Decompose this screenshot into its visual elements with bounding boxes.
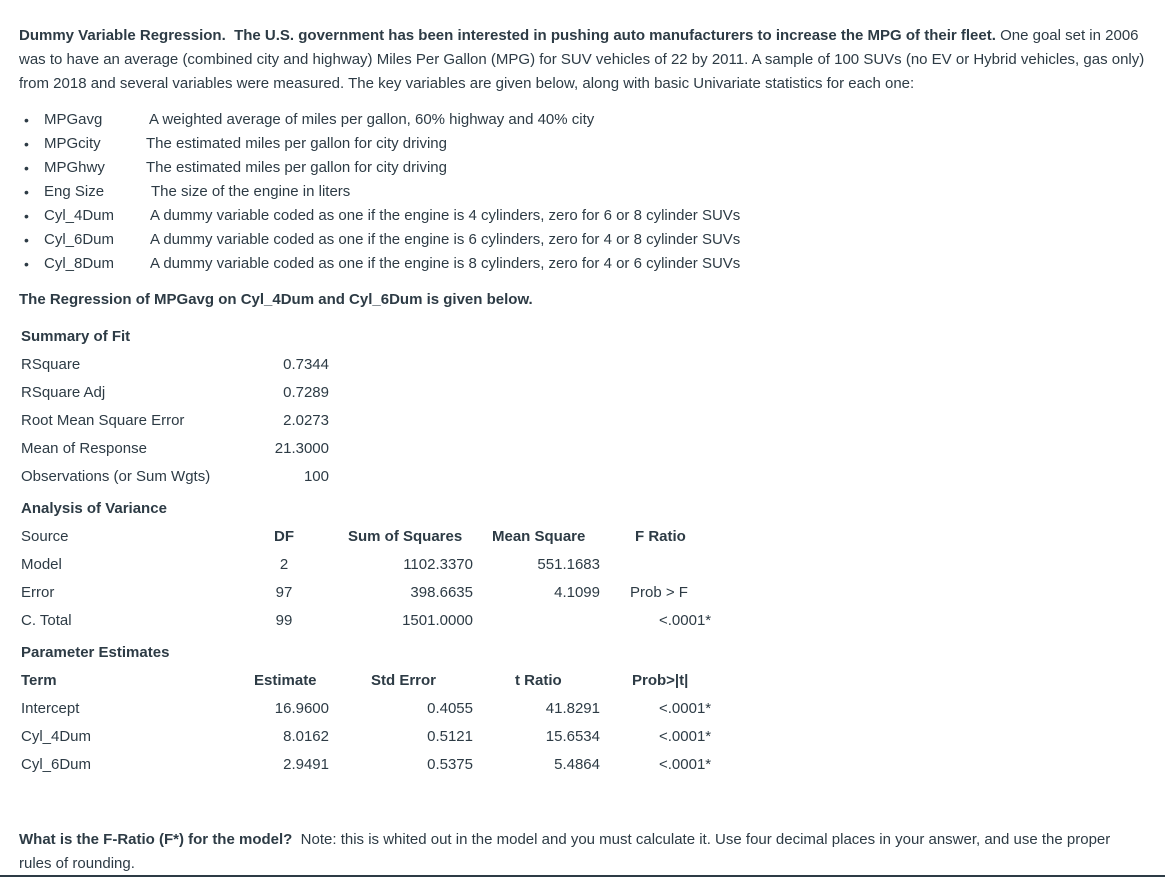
- variable-name: MPGavg: [44, 111, 103, 128]
- section-title: Summary of Fit: [21, 328, 131, 345]
- intro-lead: The U.S. government has been interested in pushing auto manufacturers to increase the MPG of their fleet.: [234, 27, 996, 44]
- variable-description: The estimated miles per gallon for city driving: [146, 135, 447, 152]
- anova-header-df: DF: [274, 528, 294, 545]
- problem-intro: [19, 24, 1149, 96]
- pe-estimate: 2.9491: [283, 756, 329, 773]
- pe-term: Intercept: [21, 700, 80, 717]
- anova-df: 99: [275, 612, 293, 629]
- anova-df: 2: [279, 556, 289, 573]
- pe-term: Cyl_6Dum: [21, 756, 92, 773]
- anova-ss: 398.6635: [410, 584, 473, 601]
- anova-ss: 1501.0000: [402, 612, 473, 629]
- bullet-icon: •: [24, 256, 29, 272]
- variable-description: A dummy variable coded as one if the engine is 6 cylinders, zero for 4 or 8 cylinder SUVs: [150, 231, 741, 248]
- pe-estimate: 16.9600: [274, 700, 329, 717]
- variable-name: MPGcity: [44, 135, 101, 152]
- pe-t: 5.4864: [554, 756, 600, 773]
- fit-value: 0.7289: [283, 384, 329, 401]
- variable-name: Cyl_4Dum: [44, 207, 115, 224]
- pe-header-p: Prob>|t|: [632, 672, 689, 689]
- fit-value: 0.7344: [283, 356, 329, 373]
- pe-p: <.0001*: [659, 756, 712, 773]
- pe-p: <.0001*: [659, 728, 712, 745]
- bullet-icon: •: [24, 160, 29, 176]
- pe-p: <.0001*: [659, 700, 712, 717]
- variable-description: A dummy variable coded as one if the engine is 4 cylinders, zero for 6 or 8 cylinder SUVs: [150, 207, 741, 224]
- section-title: Analysis of Variance: [21, 500, 167, 517]
- fit-value: 21.3000: [274, 440, 329, 457]
- pe-header-se: Std Error: [371, 672, 437, 689]
- regression-title: The Regression of MPGavg on Cyl_4Dum and Cyl_6Dum is given below.: [19, 291, 533, 308]
- anova-header-ms: Mean Square: [492, 528, 586, 545]
- section-title: Parameter Estimates: [21, 644, 170, 661]
- pe-t: 41.8291: [545, 700, 600, 717]
- fit-label: Mean of Response: [21, 440, 147, 457]
- anova-source: C. Total: [21, 612, 72, 629]
- pe-header-t: t Ratio: [515, 672, 562, 689]
- bullet-icon: •: [24, 112, 29, 128]
- variable-description: The size of the engine in liters: [151, 183, 351, 200]
- anova-prob-label: Prob > F: [630, 584, 688, 601]
- fit-label: RSquare: [21, 356, 81, 373]
- anova-ms: 4.1099: [554, 584, 600, 601]
- bullet-icon: •: [24, 136, 29, 152]
- fit-value: 100: [303, 468, 329, 485]
- variable-name: MPGhwy: [44, 159, 105, 176]
- pe-se: 0.5121: [427, 728, 473, 745]
- variable-description: The estimated miles per gallon for city driving: [146, 159, 447, 176]
- fit-value: 2.0273: [283, 412, 329, 429]
- intro-body: One goal set in 2006 was to have an average (combined city and highway) Miles Per Gallon (MPG) for SUV vehicles of 22 by 2011. A sample of 100 SUVs (no EV or Hybrid vehicles, gas only) from 2018 and several variables were measured. The key variables are given below, along with basic Univariate statistics for each one:: [19, 27, 1145, 92]
- pe-se: 0.4055: [427, 700, 473, 717]
- pe-header-term: Term: [21, 672, 57, 689]
- question-note: Note: this is whited out in the model and you must calculate it. Use four decimal places in your answer, and use the proper rules of rounding.: [19, 831, 1111, 872]
- variable-name: Cyl_8Dum: [44, 255, 115, 272]
- pe-estimate: 8.0162: [283, 728, 329, 745]
- anova-header-f: F Ratio: [635, 528, 686, 545]
- variable-name: Eng Size: [44, 183, 105, 200]
- pe-term: Cyl_4Dum: [21, 728, 92, 745]
- variable-description: A weighted average of miles per gallon, 60% highway and 40% city: [149, 111, 595, 128]
- anova-header-source: Source: [21, 528, 69, 545]
- fit-label: RSquare Adj: [21, 384, 106, 401]
- variable-name: Cyl_6Dum: [44, 231, 115, 248]
- pe-t: 15.6534: [545, 728, 600, 745]
- anova-df: 97: [275, 584, 293, 601]
- fit-label: Observations (or Sum Wgts): [21, 468, 211, 485]
- anova-prob-value: <.0001*: [659, 612, 712, 629]
- anova-header-ss: Sum of Squares: [348, 528, 463, 545]
- question-text: [19, 828, 1139, 876]
- pe-header-estimate: Estimate: [254, 672, 317, 689]
- anova-source: Model: [21, 556, 62, 573]
- anova-ss: 1102.3370: [403, 556, 473, 573]
- bullet-icon: •: [24, 208, 29, 224]
- anova-source: Error: [21, 584, 55, 601]
- question-prompt: What is the F-Ratio (F*) for the model?: [19, 831, 293, 848]
- pe-se: 0.5375: [427, 756, 473, 773]
- fit-label: Root Mean Square Error: [21, 412, 185, 429]
- intro-topic: Dummy Variable Regression.: [19, 27, 226, 44]
- variable-description: A dummy variable coded as one if the engine is 8 cylinders, zero for 4 or 6 cylinder SUVs: [150, 255, 741, 272]
- bullet-icon: •: [24, 232, 29, 248]
- anova-ms: 551.1683: [537, 556, 600, 573]
- bullet-icon: •: [24, 184, 29, 200]
